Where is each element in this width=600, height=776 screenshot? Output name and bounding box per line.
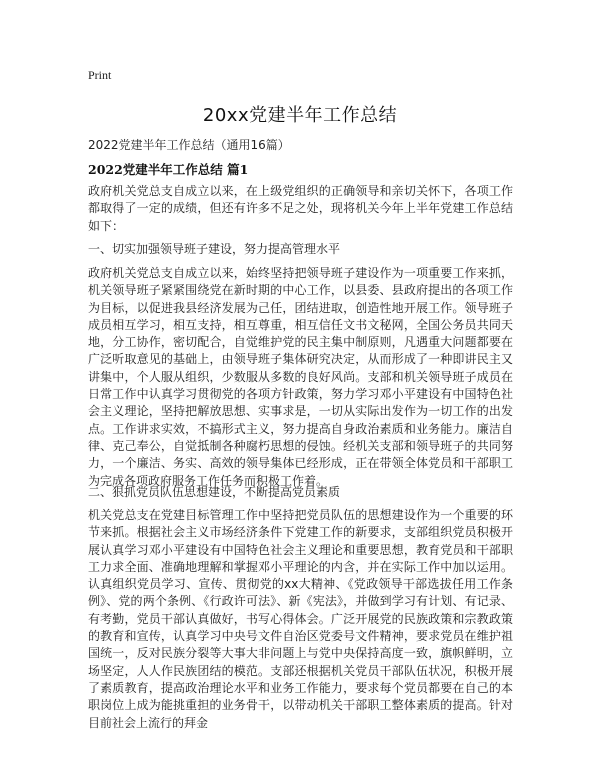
document-title: 20xx党建半年工作总结	[202, 105, 398, 126]
print-label[interactable]: Print	[88, 68, 112, 82]
intro-paragraph: 政府机关党总支自成立以来，在上级党组织的正确领导和亲切关怀下，各项工作都取得了一定的成绩，但还有许多不足之处，现将机关今年上半年党建工作总结如下：	[88, 184, 513, 233]
party-members-paragraph: 机关党总支在党建目标管理工作中坚持把党员队伍的思想建设作为一个重要的环节来抓。根据社会主义市场经济条件下党建工作的新要求，支部组织党员积极开展认真学习邓小平建设有中国特色社会主义理论和重要思想，教育党员和干部职工力求全面、准确地理解和掌握邓小平理论的内含，并在实际工作中加以运用。认真组织党员学习、宣传、贯彻党的xx大精神、《党政领导干部选拔任用工作条例》、党的两个条例、《行政许可法》、新《宪法》，并做到学习有计划、有记录、有考勤，党员干部认真做好，书写心得体会。广泛开展党的民族政策和宗教政策的教育和宣传，认真学习中央号文件自治区党委号文件精神，要求党员在维护祖国统一，反对民族分裂等大事大非问题上与党中央保持高度一致，旗帜鲜明，立场坚定，人人作民族团结的模范。支部还根据机关党员干部队伍状况，积极开展了素质教育，提高政治理论水平和业务工作能力，要求每个党员都要在自己的本职岗位上成为能挑重担的业务骨干，以带动机关干部职工整体素质的提高。针对目前社会上流行的拜金	[88, 508, 513, 730]
subheading-leadership: 一、切实加强领导班子建设，努力提高管理水平	[88, 242, 341, 256]
subheading-party-members: 二、狠抓党员队伍思想建设，不断提高党员素质	[88, 485, 341, 499]
leadership-paragraph: 政府机关党总支自成立以来，始终坚持把领导班子建设作为一项重要工作来抓，机关领导班子紧紧围绕党在新时期的中心工作，以县委、县政府提出的各项工作为目标，以促进我县经济发展为己任，团结进取，创造性地开展工作。领导班子成员相互学习，相互支持，相互尊重，相互信任文书文秘网，全国公务员共同天地，分工协作，密切配合，自觉维护党的民主集中制原则，凡遇重大问题都要在广泛听取意见的基础上，由领导班子集体研究决定，从而形成了一种即讲民主又讲集中，个人服从组织，少数服从多数的良好风尚。支部和机关领导班子成员在日常工作中认真学习贯彻党的各项方针政策，努力学习邓小平建设有中国特色社会主义理论，坚持把解放思想、实事求是，一切从实际出发作为一切工作的出发点。工作讲求实效，不搞形式主义，努力提高自身政治素质和业务能力。廉洁自律、克己奉公，自觉抵制各种腐朽思想的侵蚀。经机关支部和领导班子的共同努力，一个廉洁、务实、高效的领导集体已经形成，正在带领全体党员和干部职工为完成各项政府服务工作任务而积极工作着。	[88, 266, 513, 488]
document-subtitle: 2022党建半年工作总结（通用16篇）	[88, 138, 290, 152]
section-heading: 2022党建半年工作总结 篇1	[88, 162, 249, 177]
